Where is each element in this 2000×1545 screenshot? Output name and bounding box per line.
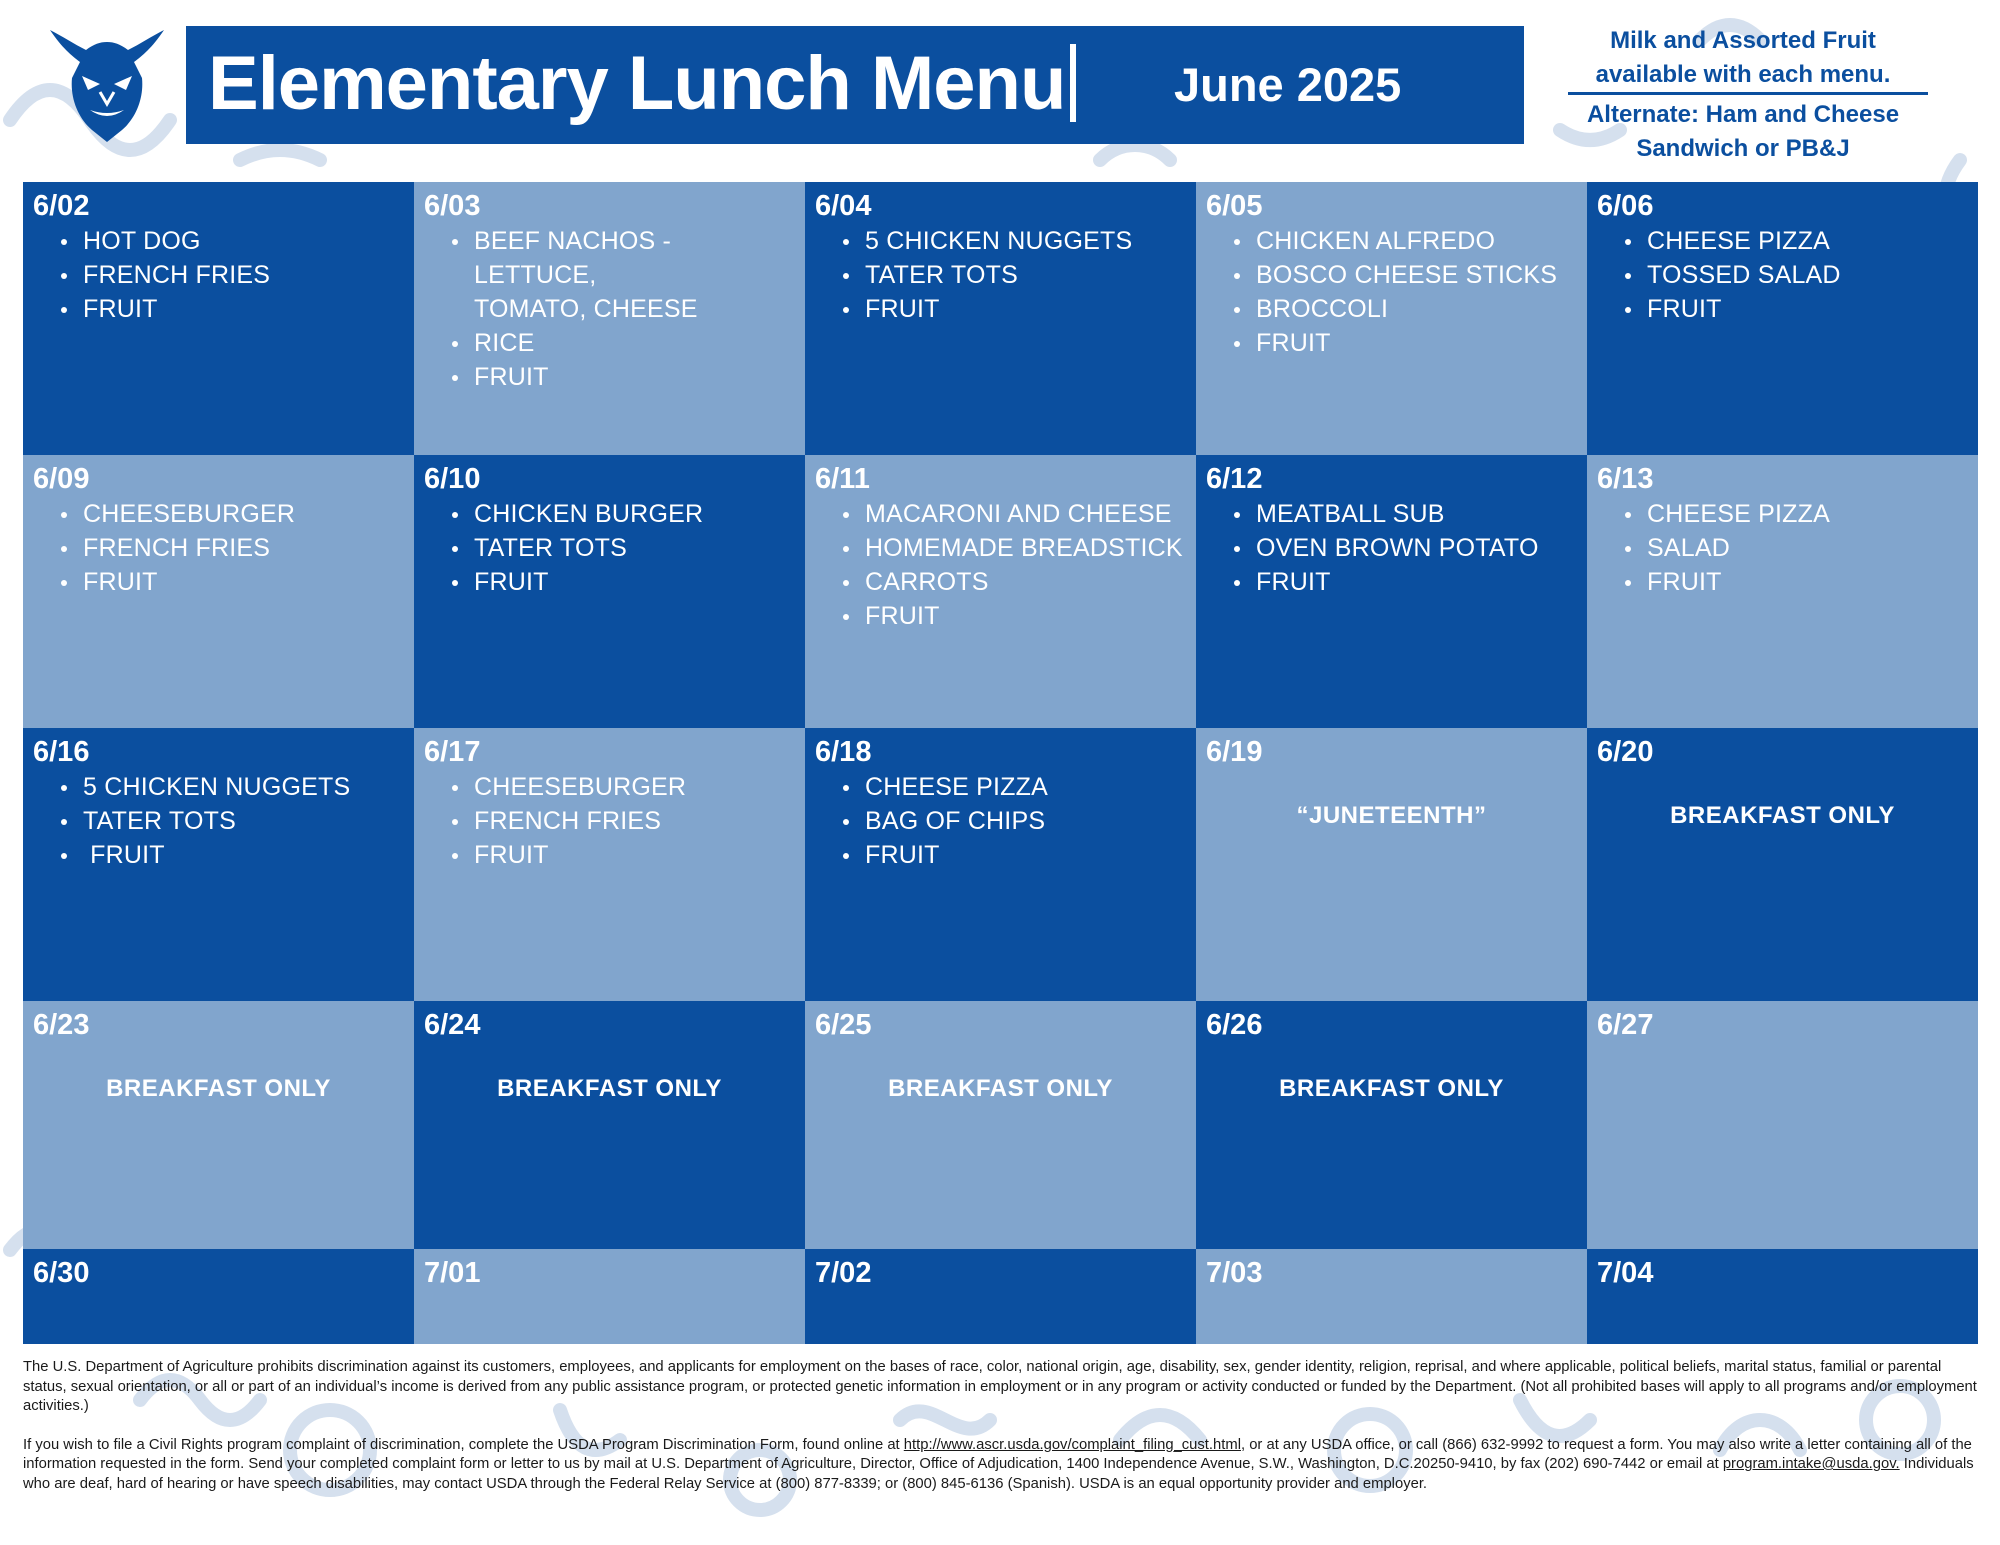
menu-item: TATER TOTS: [452, 531, 795, 565]
day-date: 6/16: [33, 736, 90, 768]
day-cell: [1587, 1249, 1978, 1344]
day-date: 7/03: [1206, 1257, 1263, 1289]
day-date: 7/04: [1597, 1257, 1654, 1289]
menu-item-list: [33, 224, 404, 326]
menu-item: HOMEMADE BREADSTICK: [843, 531, 1186, 565]
menu-item: FRUIT: [61, 565, 404, 599]
day-date: 6/12: [1206, 463, 1263, 495]
day-cell: [1196, 182, 1587, 455]
menu-item-list: [815, 497, 1186, 633]
day-cell: [414, 728, 805, 1001]
day-note: BREAKFAST ONLY: [888, 1075, 1113, 1102]
week-row: [23, 1249, 1978, 1344]
day-date: 6/27: [1597, 1009, 1654, 1041]
day-date: 6/04: [815, 190, 872, 222]
menu-item: OVEN BROWN POTATO: [1234, 531, 1577, 565]
day-note: BREAKFAST ONLY: [1670, 802, 1895, 829]
devil-mascot-logo: [42, 18, 172, 148]
title-banner: [186, 26, 1524, 144]
week-row: [23, 455, 1978, 728]
day-cell: [805, 182, 1196, 455]
milk-alternate-note: [1548, 24, 1938, 166]
note-line-1: Milk and Assorted Fruit: [1610, 27, 1876, 54]
menu-item: CARROTS: [843, 565, 1186, 599]
day-date: 6/18: [815, 736, 872, 768]
menu-item: FRUIT: [452, 565, 795, 599]
day-cell: [23, 182, 414, 455]
note-divider: [1568, 92, 1928, 95]
menu-item-list: [1597, 497, 1968, 599]
menu-item: RICE: [452, 326, 795, 360]
menu-item-list: [815, 224, 1186, 326]
day-date: 6/09: [33, 463, 90, 495]
day-cell: [805, 728, 1196, 1001]
day-cell: [414, 455, 805, 728]
menu-item: BOSCO CHEESE STICKS: [1234, 258, 1577, 292]
day-date: 6/25: [815, 1009, 872, 1041]
menu-item: FRENCH FRIES: [61, 531, 404, 565]
menu-item: SALAD: [1625, 531, 1968, 565]
menu-item: FRENCH FRIES: [452, 804, 795, 838]
menu-item-list: [1597, 224, 1968, 326]
note-line-2: available with each menu.: [1595, 61, 1891, 88]
day-date: 6/19: [1206, 736, 1263, 768]
week-row: [23, 182, 1978, 455]
day-cell: [23, 455, 414, 728]
day-date: 6/17: [424, 736, 481, 768]
menu-item: CHEESEBURGER: [452, 770, 795, 804]
title-divider: [1070, 44, 1076, 122]
day-date: 6/20: [1597, 736, 1654, 768]
menu-item-list: [33, 497, 404, 599]
menu-item: 5 CHICKEN NUGGETS: [61, 770, 404, 804]
day-cell: [414, 182, 805, 455]
day-date: 6/13: [1597, 463, 1654, 495]
menu-item: 5 CHICKEN NUGGETS: [843, 224, 1186, 258]
menu-item-list: [424, 770, 795, 872]
usda-disclaimer: [23, 1358, 1978, 1513]
day-cell: [23, 1001, 414, 1249]
nondiscrimination-statement: The U.S. Department of Agriculture prohibits discrimination against its customers, employees, and applicants for employment on the bases of race, color, national origin, age, disability, sex, gender identity, religion, reprisal, and where applicable, political beliefs, marital status, familial or parental status, sexual orientation, or all or part of an individual’s income is derived from any public assistance program, or protected genetic information in employment or in any program or activity conducted or funded by the Department. (Not all prohibited bases will apply to all programs and/or employment activities.): [23, 1359, 1977, 1414]
menu-item: FRUIT: [1234, 565, 1577, 599]
menu-item: FRUIT: [61, 292, 404, 326]
page-title: Elementary Lunch Menu: [208, 41, 1066, 126]
day-date: 6/11: [815, 463, 870, 495]
day-cell: [1587, 455, 1978, 728]
menu-item: FRUIT: [1234, 326, 1577, 360]
menu-item: MEATBALL SUB: [1234, 497, 1577, 531]
day-cell: [414, 1249, 805, 1344]
day-cell: [805, 455, 1196, 728]
menu-item: FRUIT: [452, 360, 795, 394]
day-date: 6/23: [33, 1009, 90, 1041]
menu-item-list: [33, 770, 404, 872]
menu-item: BEEF NACHOS - LETTUCE, TOMATO, CHEESE: [452, 224, 795, 326]
menu-item: FRUIT: [843, 292, 1186, 326]
menu-item: FRUIT: [843, 838, 1186, 872]
menu-item: FRENCH FRIES: [61, 258, 404, 292]
menu-item: BROCCOLI: [1234, 292, 1577, 326]
day-cell: [1196, 1001, 1587, 1249]
complaint-text-c: Individuals who are deaf, hard of hearing or have speech disabilities, may contact USDA through the Federal Relay Service at (800) 877-8339; or (800) 845-6136 (Spanish). USDA is an equal opportunity provider and employer.: [23, 1456, 1974, 1492]
day-date: 6/05: [1206, 190, 1263, 222]
menu-item: CHEESE PIZZA: [1625, 497, 1968, 531]
day-cell: [23, 1249, 414, 1344]
menu-item: FRUIT: [452, 838, 795, 872]
menu-item-list: [1206, 497, 1577, 599]
complaint-instructions: [23, 1436, 1978, 1495]
day-cell: [805, 1249, 1196, 1344]
day-note: BREAKFAST ONLY: [106, 1075, 331, 1102]
menu-calendar: [23, 182, 1978, 1344]
menu-item: CHEESE PIZZA: [1625, 224, 1968, 258]
menu-item: BAG OF CHIPS: [843, 804, 1186, 838]
menu-item: HOT DOG: [61, 224, 404, 258]
day-cell: [1587, 1001, 1978, 1249]
menu-item-list: [424, 497, 795, 599]
month-label: June 2025: [1174, 58, 1402, 111]
note-line-4: Sandwich or PB&J: [1636, 135, 1850, 162]
week-row: [23, 1001, 1978, 1249]
day-cell: [1587, 728, 1978, 1001]
menu-item: TATER TOTS: [843, 258, 1186, 292]
menu-item: MACARONI AND CHEESE: [843, 497, 1186, 531]
day-date: 6/30: [33, 1257, 90, 1289]
day-cell: [1196, 455, 1587, 728]
menu-item: CHEESEBURGER: [61, 497, 404, 531]
day-note: BREAKFAST ONLY: [497, 1075, 722, 1102]
day-date: 6/02: [33, 190, 90, 222]
day-cell: [1587, 182, 1978, 455]
day-date: 7/02: [815, 1257, 872, 1289]
day-date: 6/26: [1206, 1009, 1263, 1041]
complaint-form-link[interactable]: http://www.ascr.usda.gov/complaint_filing_cust.html: [903, 1436, 1241, 1453]
complaint-text-b: , or at any USDA office, or call (866) 632-9992 to request a form. You may also write a letter containing all of the information requested in the form. Send your completed complaint form or letter to us by mail at U.S. Department of Agriculture, Director, Office of Adjudication, 1400 Independence Avenue, S.W., Washington, D.C.20250-9410, by fax (202) 690-7442 or email at: [23, 1436, 1972, 1472]
day-date: 6/03: [424, 190, 481, 222]
program-intake-email-link[interactable]: program.intake@usda.gov.: [1722, 1456, 1900, 1472]
menu-item: TOSSED SALAD: [1625, 258, 1968, 292]
menu-item: CHICKEN ALFREDO: [1234, 224, 1577, 258]
day-cell: [414, 1001, 805, 1249]
menu-item: CHICKEN BURGER: [452, 497, 795, 531]
day-date: 7/01: [424, 1257, 481, 1289]
menu-item: TATER TOTS: [61, 804, 404, 838]
day-cell: [1196, 1249, 1587, 1344]
day-cell: [1196, 728, 1587, 1001]
menu-item-list: [424, 224, 795, 394]
note-line-3: Alternate: Ham and Cheese: [1586, 101, 1900, 128]
day-cell: [805, 1001, 1196, 1249]
menu-item: FRUIT: [1625, 292, 1968, 326]
complaint-text-a: If you wish to file a Civil Rights program complaint of discrimination, complete the USDA Program Discrimination Form, found online at: [23, 1436, 904, 1453]
day-note: “JUNETEENTH”: [1296, 802, 1487, 829]
day-date: 6/06: [1597, 190, 1654, 222]
menu-item: FRUIT: [1625, 565, 1968, 599]
menu-item-list: [815, 770, 1186, 872]
menu-item: FRUIT: [61, 838, 404, 872]
day-note: BREAKFAST ONLY: [1279, 1075, 1504, 1102]
menu-item-list: [1206, 224, 1577, 360]
week-row: [23, 728, 1978, 1001]
menu-item: FRUIT: [843, 599, 1186, 633]
menu-item: CHEESE PIZZA: [843, 770, 1186, 804]
day-date: 6/24: [424, 1009, 481, 1041]
day-cell: [23, 728, 414, 1001]
day-date: 6/10: [424, 463, 481, 495]
